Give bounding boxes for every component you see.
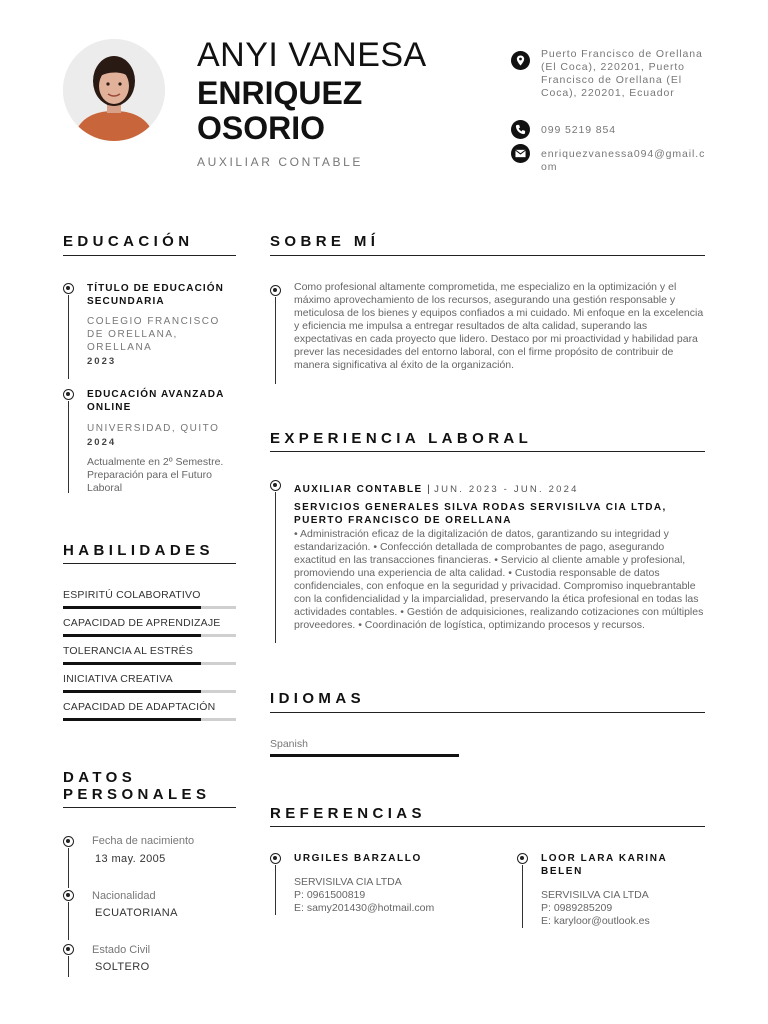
- personal-heading-line-2: PERSONALES: [63, 786, 211, 803]
- skill-bar: [63, 662, 236, 665]
- skill-label: INICIATIVA CREATIVA: [63, 673, 173, 685]
- skill-bar: [63, 606, 236, 609]
- skill-bar-fill: [63, 662, 201, 665]
- profile-photo: [63, 39, 165, 141]
- personal-value: 13 may. 2005: [95, 853, 166, 865]
- personal-label: Fecha de nacimiento: [92, 835, 195, 847]
- skill-label: CAPACIDAD DE ADAPTACIÓN: [63, 701, 216, 713]
- language-label: Spanish: [270, 738, 308, 750]
- education-item-title: TÍTULO DE EDUCACIÓN SECUNDARIA: [87, 283, 225, 307]
- email-icon: [511, 144, 530, 163]
- timeline-bullet-icon: [517, 853, 528, 864]
- timeline-bullet-icon: [63, 836, 74, 847]
- reference-phone: P: 0989285209: [541, 902, 613, 914]
- experience-item-header: [294, 479, 579, 497]
- education-item-year: 2023: [87, 356, 117, 367]
- reference-name: URGILES BARZALLO: [294, 853, 422, 864]
- about-divider: [270, 255, 705, 256]
- skill-label: CAPACIDAD DE APRENDIZAJE: [63, 617, 221, 629]
- experience-separator: |: [427, 484, 430, 495]
- reference-name: LOOR LARA KARINA BELEN: [541, 853, 667, 877]
- phone-icon: [511, 120, 530, 139]
- timeline-bullet-icon: [63, 944, 74, 955]
- reference-company: SERVISILVA CIA LTDA: [294, 876, 402, 888]
- timeline-line: [68, 401, 69, 493]
- education-item-note: Actualmente en 2º Semestre. Preparación para el Futuro Laboral: [87, 456, 224, 494]
- reference-phone: P: 0961500819: [294, 889, 366, 901]
- name-first: ANYI VANESA: [197, 36, 427, 74]
- personal-divider: [63, 807, 236, 808]
- personal-value: ECUATORIANA: [95, 907, 178, 919]
- contact-address: Puerto Francisco de Orellana (El Coca), 220201, Puerto Francisco de Orellana (El Coca), 220201, Ecuador: [541, 48, 703, 99]
- timeline-bullet-icon: [63, 283, 74, 294]
- skill-bar-fill: [63, 634, 201, 637]
- contact-email: enriquezvanessa094@gmail.com: [541, 148, 706, 173]
- education-item-institution: COLEGIO FRANCISCO DE ORELLANA, ORELLANA: [87, 316, 220, 353]
- languages-heading: IDIOMAS: [270, 690, 365, 707]
- experience-role: AUXILIAR CONTABLE: [294, 484, 423, 495]
- person-portrait-icon: [63, 39, 165, 141]
- personal-label: Nacionalidad: [92, 890, 156, 902]
- education-heading: EDUCACIÓN: [63, 233, 194, 250]
- timeline-bullet-icon: [63, 389, 74, 400]
- language-bar: [270, 754, 459, 757]
- timeline-line: [522, 865, 523, 928]
- skill-bar-fill: [63, 606, 201, 609]
- experience-company: SERVICIOS GENERALES SILVA RODAS SERVISILVA CIA LTDA, PUERTO FRANCISCO DE ORELLANA: [294, 502, 667, 526]
- timeline-line: [68, 956, 69, 977]
- experience-dates: JUN. 2023 - JUN. 2024: [434, 484, 579, 495]
- timeline-line: [68, 295, 69, 379]
- skill-bar: [63, 718, 236, 721]
- education-item-year: 2024: [87, 437, 117, 448]
- reference-email: E: karyloor@outlook.es: [541, 915, 650, 927]
- skill-bar: [63, 634, 236, 637]
- skill-bar: [63, 690, 236, 693]
- timeline-line: [68, 848, 69, 888]
- about-text: Como profesional altamente comprometida, me especializo en la optimización y el máximo aprovechamiento de los recursos, asegurando una gestión responsable y meticulosa de los bienes y equipos confiados a mi cuidado. Mi enfoque en la excelencia y eficiencia me impulsa a entregar resultados de alta calidad, superando las expectativas en cada proyecto que lidero. Destaco por mi proactividad y habilidad para prever las necesidades del entorno laboral, con el firme propósito de contribuir de manera significativa al éxito de la organización.: [294, 281, 704, 371]
- timeline-line: [68, 902, 69, 940]
- skill-label: ESPIRITÚ COLABORATIVO: [63, 589, 201, 601]
- timeline-line: [275, 297, 276, 384]
- reference-company: SERVISILVA CIA LTDA: [541, 889, 649, 901]
- references-heading: REFERENCIAS: [270, 805, 426, 822]
- references-divider: [270, 826, 705, 827]
- personal-value: SOLTERO: [95, 961, 150, 973]
- job-title: AUXILIAR CONTABLE: [197, 155, 364, 169]
- language-bar-fill: [270, 754, 459, 757]
- reference-email: E: samy201430@hotmail.com: [294, 902, 435, 914]
- education-item-institution: UNIVERSIDAD, QUITO: [87, 423, 220, 434]
- skills-heading: HABILIDADES: [63, 542, 214, 559]
- timeline-bullet-icon: [270, 285, 281, 296]
- contact-phone: 099 5219 854: [541, 124, 617, 136]
- location-icon: [511, 51, 530, 70]
- languages-divider: [270, 712, 705, 713]
- about-heading: SOBRE MÍ: [270, 233, 380, 250]
- experience-divider: [270, 451, 705, 452]
- name-last-line-2: OSORIO: [197, 110, 326, 146]
- timeline-line: [275, 492, 276, 643]
- personal-heading-line-1: DATOS: [63, 769, 137, 786]
- timeline-bullet-icon: [270, 480, 281, 491]
- skill-label: TOLERANCIA AL ESTRÉS: [63, 645, 194, 657]
- skill-bar-fill: [63, 718, 201, 721]
- skills-divider: [63, 563, 236, 564]
- timeline-bullet-icon: [63, 890, 74, 901]
- personal-label: Estado Civil: [92, 944, 151, 956]
- education-divider: [63, 255, 236, 256]
- experience-heading: EXPERIENCIA LABORAL: [270, 430, 533, 447]
- education-item-title: EDUCACIÓN AVANZADA ONLINE: [87, 389, 225, 413]
- timeline-line: [275, 865, 276, 915]
- timeline-bullet-icon: [270, 853, 281, 864]
- name-last-line-1: ENRIQUEZ: [197, 75, 363, 111]
- skill-bar-fill: [63, 690, 201, 693]
- experience-description: • Administración eficaz de la digitalización de datos, garantizando su integridad y estandarización. • Confección detallada de comprobantes de pago, asegurando exactitud en las transacciones financieras. • Servicio al cliente amable y profesional, promoviendo una experiencia de alta calidad. • Custodia responsable de datos confidenciales, con enfoque en la seguridad y privacidad. Compromiso inquebrantable con la confidencialidad y la imparcialidad, preservando la ética profesional en todas las actividades contables. • Gestión de adquisiciones, realizando cotizaciones con múltiples proveedores. • Coordinación de logística, optimizando procesos y recursos.: [294, 528, 704, 631]
